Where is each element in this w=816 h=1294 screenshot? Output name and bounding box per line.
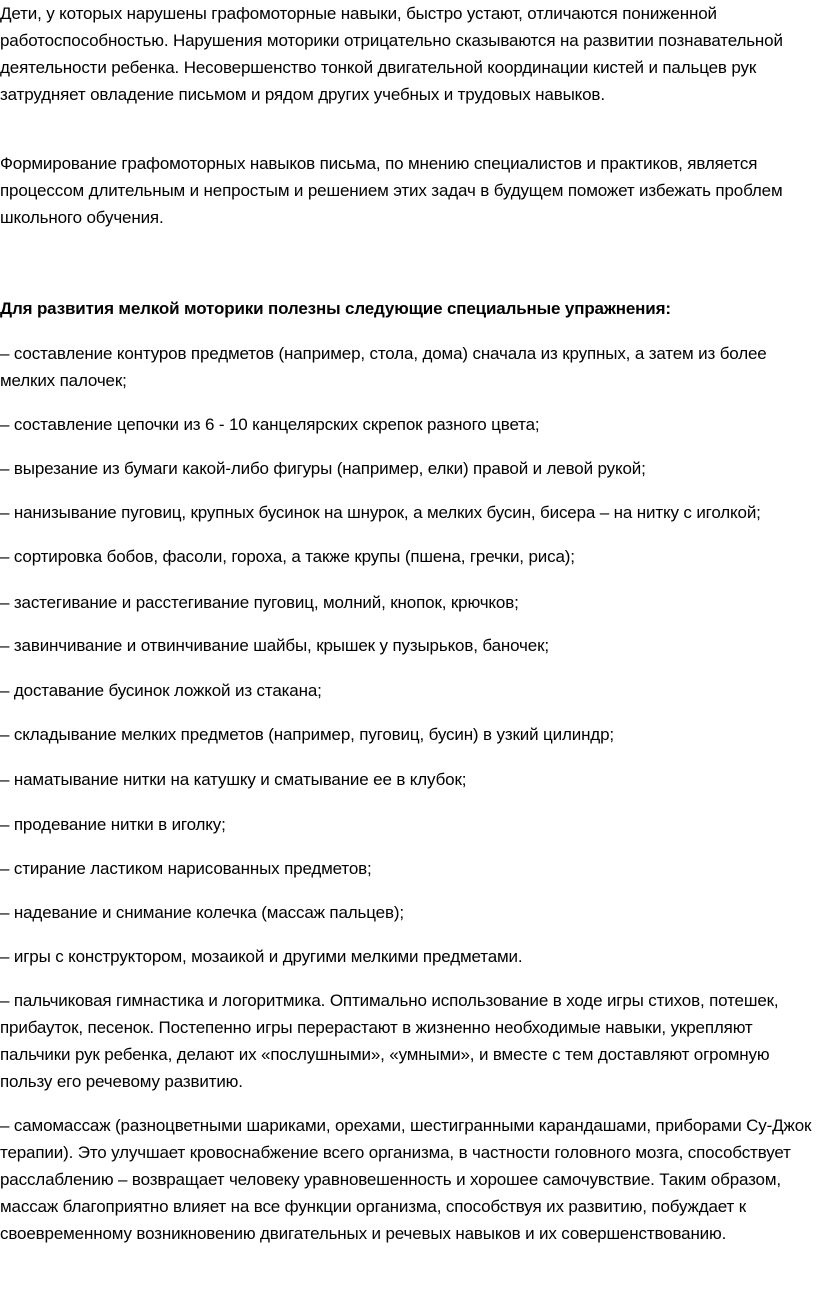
- list-item: – составление цепочки из 6 - 10 канцелярских скрепок разного цвета;: [0, 415, 540, 434]
- list-item: – игры с конструктором, мозаикой и другими мелкими предметами.: [0, 947, 523, 966]
- list-item: – застегивание и расстегивание пуговиц, молний, кнопок, крючков;: [0, 593, 519, 612]
- list-item: – продевание нитки в иголку;: [0, 815, 226, 834]
- list-item: – пальчиковая гимнастика и логоритмика. Оптимально использование в ходе игры стихов, потешек, прибауток, песенок. Постепенно игры перерастают в жизненно необходимые навыки, укрепляют пальчики рук ребенка, делают их «послушными», «умными», и вместе с тем доставляют огромную пользу его речевому развитию.: [0, 991, 779, 1091]
- list-item: – вырезание из бумаги какой-либо фигуры (например, елки) правой и левой рукой;: [0, 459, 646, 478]
- list-item: – завинчивание и отвинчивание шайбы, крышек у пузырьков, баночек;: [0, 636, 549, 655]
- list-item: – доставание бусинок ложкой из стакана;: [0, 681, 322, 700]
- list-item: – сортировка бобов, фасоли, гороха, а также крупы (пшена, гречки, риса);: [0, 547, 575, 566]
- intro-paragraph: Дети, у которых нарушены графомоторные навыки, быстро устают, отличаются пониженной работоспособностью. Нарушения моторики отрицательно сказываются на развитии познавательной деятельности ребенка. Несовершенство тонкой двигательной координации кистей и пальцев рук затрудняет овладение письмом и рядом других учебных и трудовых навыков.: [0, 4, 783, 104]
- second-paragraph: Формирование графомоторных навыков письма, по мнению специалистов и практиков, является процессом длительным и непростым и решением этих задач в будущем поможет избежать проблем школьного обучения.: [0, 154, 783, 227]
- list-item: – надевание и снимание колечка (массаж пальцев);: [0, 903, 404, 922]
- exercises-heading: Для развития мелкой моторики полезны следующие специальные упражнения:: [0, 299, 671, 318]
- list-item: – складывание мелких предметов (например, пуговиц, бусин) в узкий цилиндр;: [0, 725, 614, 744]
- list-item: – стирание ластиком нарисованных предметов;: [0, 859, 372, 878]
- list-item: – составление контуров предметов (например, стола, дома) сначала из крупных, а затем из более мелких палочек;: [0, 344, 767, 390]
- list-item: – самомассаж (разноцветными шариками, орехами, шестигранными карандашами, приборами Су-Джок терапии). Это улучшает кровоснабжение всего организма, в частности головного мозга, способствует расслаблению – возвращает человеку уравновешенность и хорошее самочувствие. Таким образом, массаж благоприятно влияет на все функции организма, способствуя их развитию, побуждает к своевременному возникновению двигательных и речевых навыков и их совершенствованию.: [0, 1116, 812, 1243]
- list-item: – нанизывание пуговиц, крупных бусинок на шнурок, а мелких бусин, бисера – на нитку с иголкой;: [0, 503, 761, 522]
- list-item: – наматывание нитки на катушку и сматывание ее в клубок;: [0, 770, 467, 789]
